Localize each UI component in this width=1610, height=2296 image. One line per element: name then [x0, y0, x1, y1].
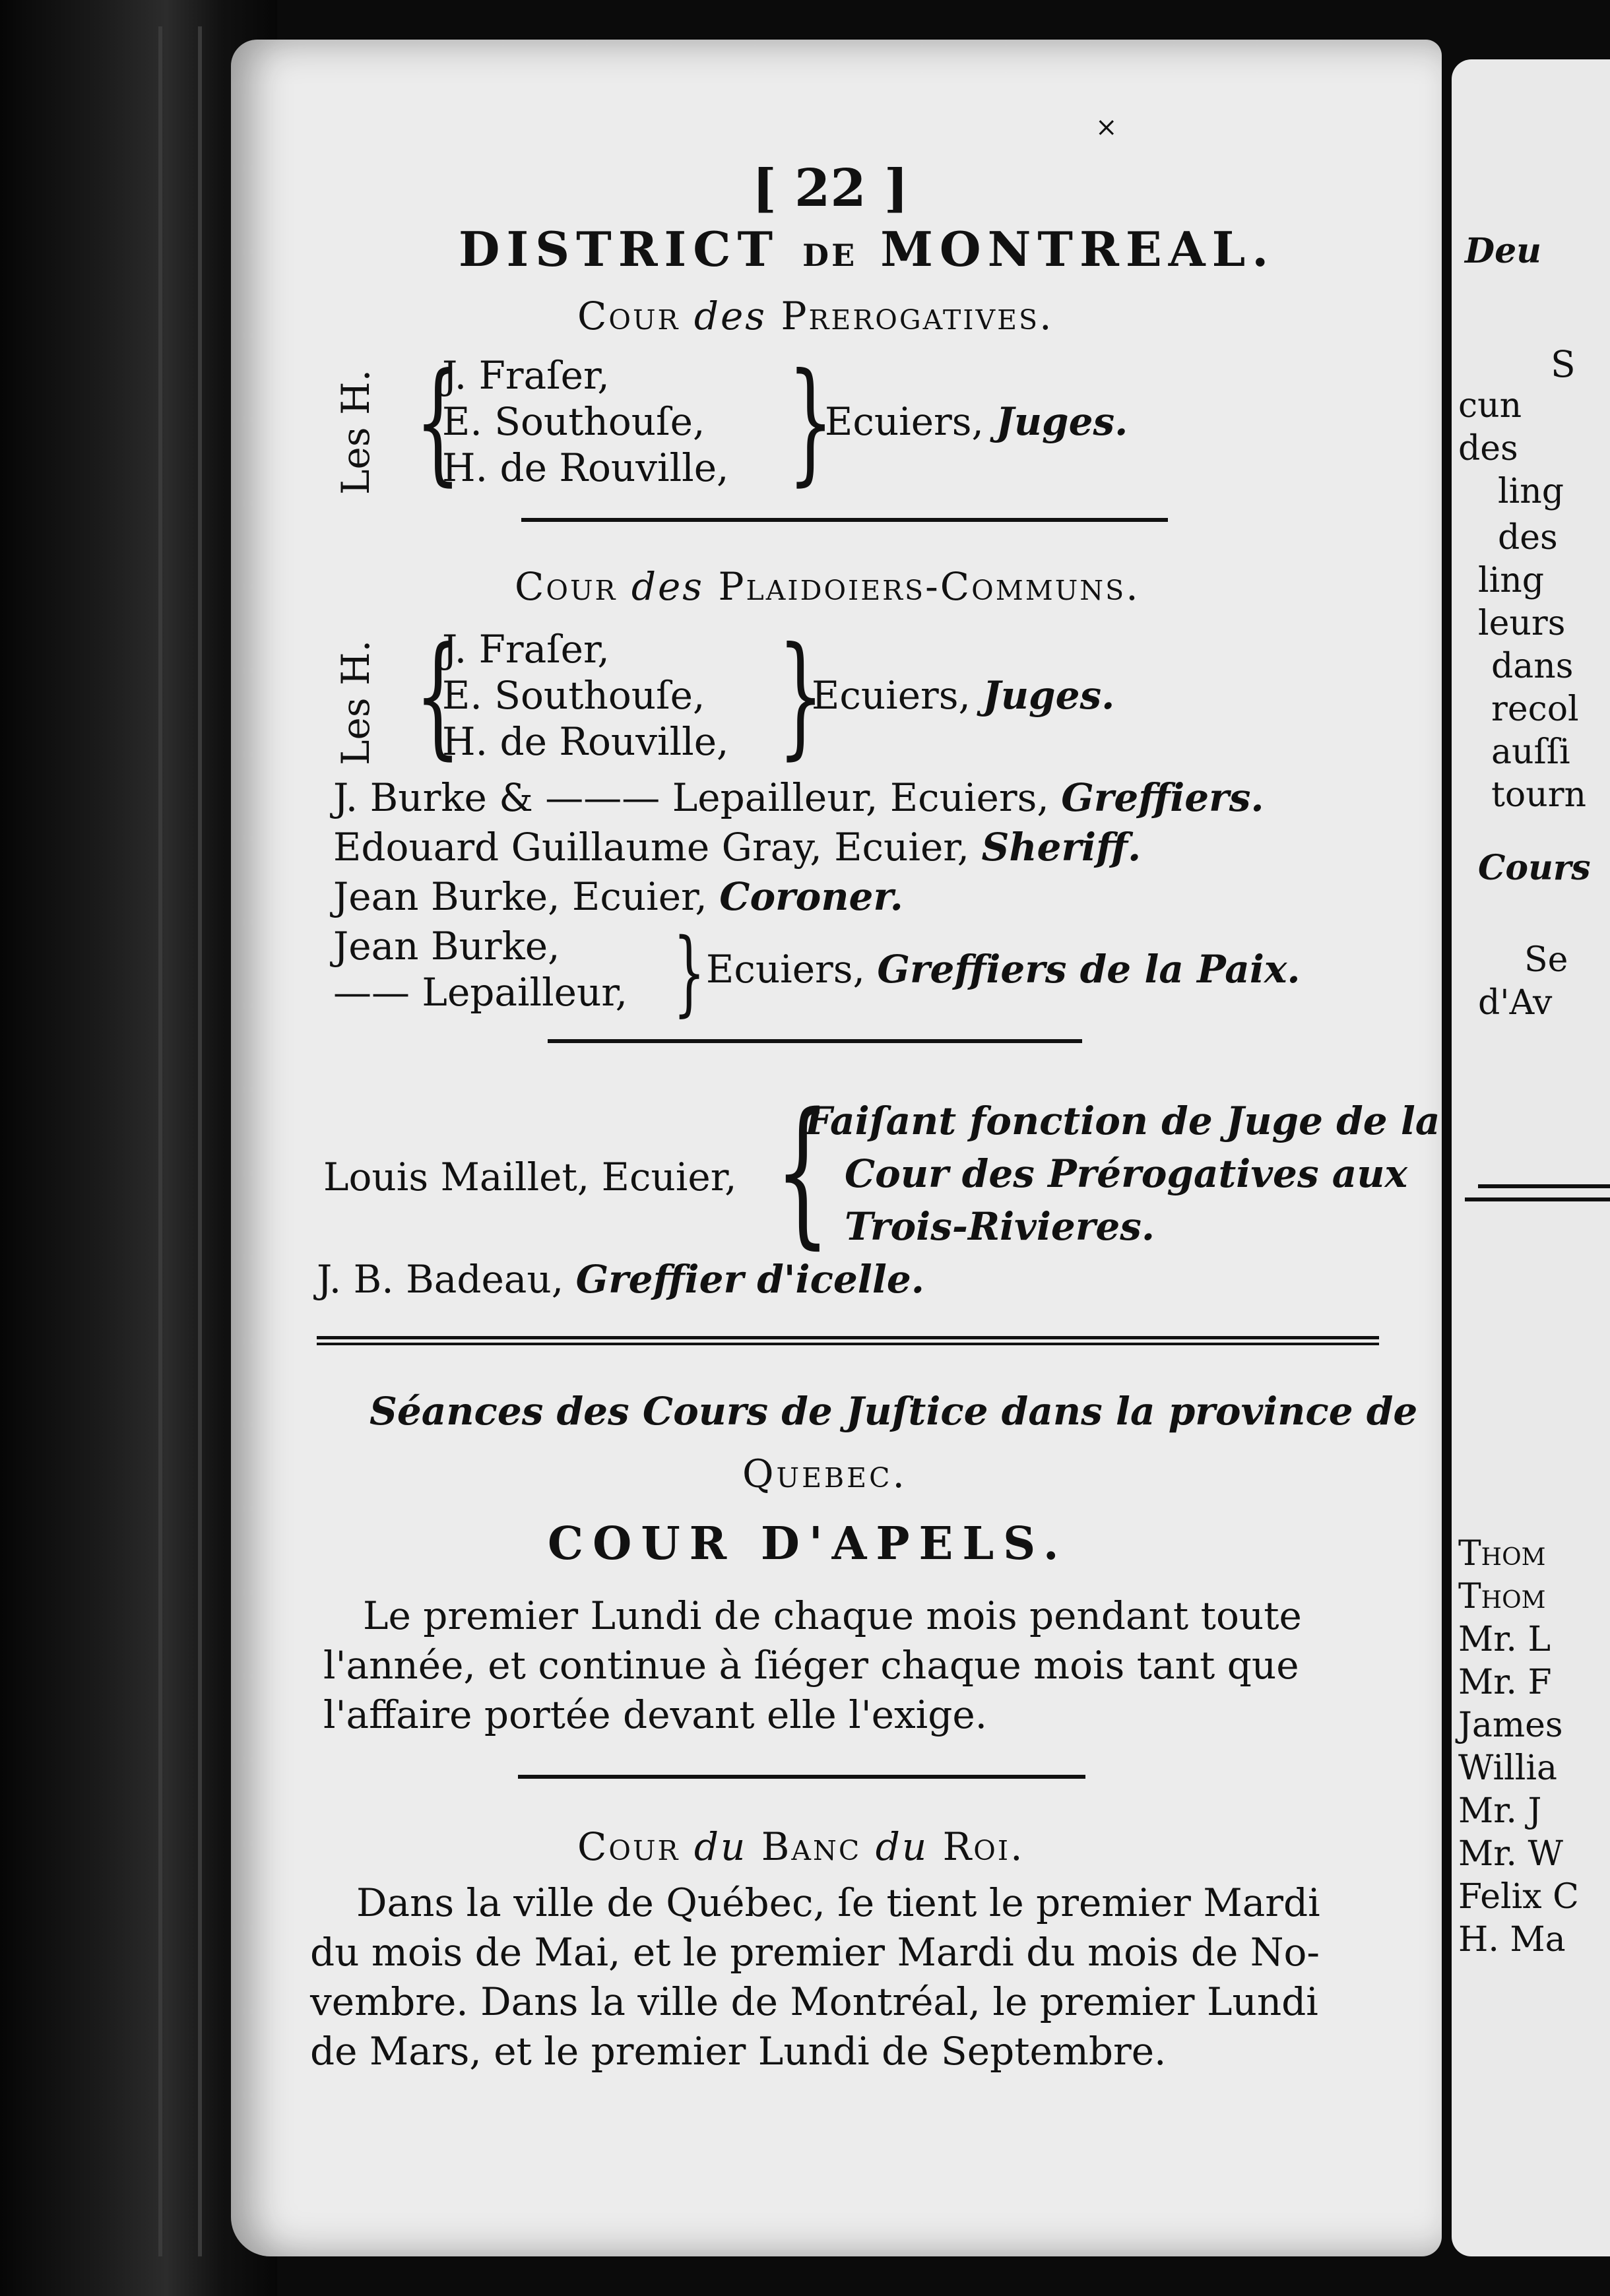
maillet-name: Louis Maillet, Ecuier,	[323, 1155, 737, 1199]
coroner-line: Jean Burke, Ecuier, Coroner.	[333, 874, 903, 919]
divider	[521, 518, 1168, 522]
maillet-desc-2: Cour des Prérogatives aux	[845, 1151, 1408, 1196]
section2-name-2: E. Southouſe,	[442, 673, 705, 718]
sheriff-line: Edouard Guillaume Gray, Ecuier, Sheriff.	[333, 825, 1142, 870]
right-line: Thom	[1458, 1577, 1546, 1616]
right-line: leurs	[1478, 604, 1566, 643]
right-line: recol	[1491, 689, 1579, 729]
right-line: auſſi	[1491, 732, 1570, 772]
cour-dapels-heading: COUR D'APELS.	[548, 1517, 1068, 1570]
right-line: d'Av	[1478, 983, 1553, 1023]
divider	[548, 1039, 1082, 1043]
right-line: S	[1551, 343, 1576, 385]
apels-para-2: l'année, et continue à ſiéger chaque mois tant que	[323, 1643, 1299, 1688]
maillet-desc-3: Trois-Rivieres.	[845, 1204, 1155, 1249]
divider	[317, 1336, 1379, 1339]
banc-para-4: de Mars, et le premier Lundi de Septembre.	[310, 2029, 1167, 2074]
section1-name-3: H. de Rouville,	[442, 445, 729, 490]
seances-intro: Séances des Cours de Juſtice dans la province de	[370, 1389, 1418, 1434]
apels-para-3: l'affaire portée devant elle l'exige.	[323, 1692, 988, 1737]
spine-edge	[158, 26, 162, 2256]
book-page-left	[231, 40, 1442, 2256]
province-quebec: Quebec.	[742, 1451, 907, 1496]
book-page-right	[1452, 59, 1610, 2256]
section2-side-label: Les H.	[333, 639, 378, 765]
top-mark: ×	[1095, 112, 1118, 143]
heading-de: DE	[802, 238, 858, 273]
right-brace: }	[777, 619, 824, 773]
banc-para-1: Dans la ville de Québec, ſe tient le premier Mardi	[356, 1880, 1320, 1925]
right-line: ling	[1478, 561, 1545, 600]
apels-para-1: Le premier Lundi de chaque mois pendant toute	[363, 1593, 1302, 1638]
right-line: Deu	[1465, 231, 1541, 271]
section1-name-1: J. Fraſer,	[442, 353, 610, 398]
page-number: [ 22 ]	[752, 158, 909, 218]
right-line: des	[1458, 429, 1518, 468]
heading-district: DISTRICT	[459, 221, 780, 277]
district-heading	[459, 221, 1275, 277]
divider	[1478, 1184, 1610, 1188]
section1-name-2: E. Southouſe,	[442, 399, 705, 444]
section1-role: Ecuiers, Juges.	[825, 399, 1128, 444]
right-line: Mr. L	[1458, 1620, 1551, 1659]
right-line: Se	[1524, 940, 1568, 980]
badeau-line: J. B. Badeau, Greffier d'icelle.	[317, 1257, 924, 1302]
right-brace: }	[787, 345, 834, 499]
right-line: Felix C	[1458, 1877, 1579, 1917]
maillet-desc-1: Faiſant fonction de Juge de la	[805, 1099, 1440, 1143]
pair-name-1: Jean Burke,	[333, 924, 560, 969]
pair-role: Ecuiers, Greffiers de la Paix.	[706, 947, 1301, 992]
section2-name-1: J. Fraſer,	[442, 627, 610, 672]
right-line: James	[1458, 1706, 1563, 1745]
section1-side-label: Les H.	[333, 369, 378, 495]
banc-para-2: du mois de Mai, et le premier Mardi du mois de No-	[310, 1930, 1320, 1975]
right-line: cun	[1458, 386, 1522, 426]
right-line: Mr. F	[1458, 1663, 1552, 1702]
right-line: Cours	[1478, 848, 1591, 888]
right-line: Mr. W	[1458, 1834, 1563, 1874]
banc-para-3: vembre. Dans la ville de Montréal, le premier Lundi	[310, 1979, 1318, 2024]
pair-name-2: —— Lepailleur,	[333, 970, 628, 1015]
spine-edge	[198, 26, 202, 2256]
right-line: des	[1498, 518, 1558, 558]
divider	[317, 1343, 1379, 1345]
left-brace: {	[775, 1079, 831, 1263]
right-line: dans	[1491, 647, 1574, 686]
right-line: tourn	[1491, 775, 1587, 815]
divider	[1465, 1197, 1610, 1201]
heading-city: MONTREAL.	[880, 221, 1275, 277]
section2-role: Ecuiers, Juges.	[812, 673, 1115, 718]
left-brace: {	[414, 345, 461, 499]
right-line: Willia	[1458, 1748, 1558, 1788]
divider	[518, 1775, 1085, 1779]
greffiers-line: J. Burke & ——— Lepailleur, Ecuiers, Greffiers.	[333, 775, 1264, 820]
section2-name-3: H. de Rouville,	[442, 719, 729, 764]
banc-du-roi-title: Cour du Banc du Roi.	[577, 1824, 1025, 1869]
right-line: H. Ma	[1458, 1920, 1566, 1960]
left-brace: {	[414, 619, 461, 773]
right-brace: }	[673, 919, 706, 1027]
right-line: ling	[1498, 472, 1564, 511]
right-line: Thom	[1458, 1534, 1546, 1574]
section1-title: Cour des Prerogatives.	[577, 294, 1054, 338]
right-line: Mr. J	[1458, 1791, 1542, 1831]
section2-title: Cour des Plaidoiers-Communs.	[515, 564, 1140, 609]
